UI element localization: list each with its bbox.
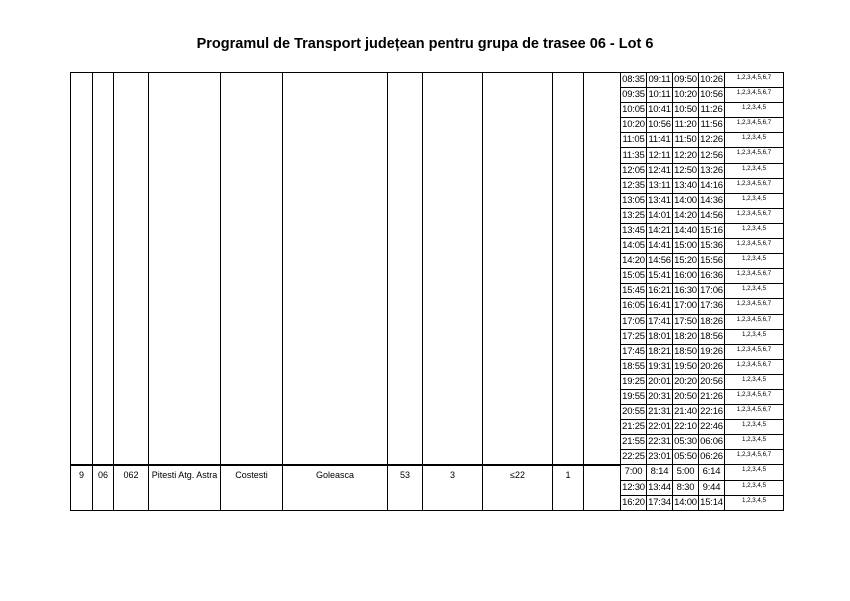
table-row	[71, 73, 784, 88]
time-cell: 14:16	[699, 178, 725, 193]
operating-days-cell: 1,2,3,4,5,6,7	[725, 178, 784, 193]
time-cell: 09:11	[647, 73, 673, 88]
operating-days-cell: 1,2,3,4,5,6,7	[725, 118, 784, 133]
operating-days-cell: 1,2,3,4,5	[725, 374, 784, 389]
time-cell: 5:00	[673, 465, 699, 480]
operating-days-cell: 1,2,3,4,5	[725, 329, 784, 344]
time-cell: 18:26	[699, 314, 725, 329]
time-cell: 19:55	[621, 389, 647, 404]
time-cell: 10:11	[647, 88, 673, 103]
time-cell: 18:55	[621, 359, 647, 374]
time-cell: 20:26	[699, 359, 725, 374]
time-cell: 19:50	[673, 359, 699, 374]
time-cell: 15:41	[647, 269, 673, 284]
time-cell: 18:50	[673, 344, 699, 359]
time-cell: 10:56	[647, 118, 673, 133]
time-cell: 10:50	[673, 103, 699, 118]
time-cell: 23:01	[647, 450, 673, 465]
time-cell: 15:56	[699, 254, 725, 269]
time-cell: 10:41	[647, 103, 673, 118]
time-cell: 8:30	[673, 480, 699, 495]
blank-cell	[71, 73, 93, 465]
time-cell: 11:50	[673, 133, 699, 148]
time-cell: 17:41	[647, 314, 673, 329]
route-capacitate-cell: ≤22	[483, 465, 553, 510]
time-cell: 11:56	[699, 118, 725, 133]
time-cell: 14:36	[699, 193, 725, 208]
time-cell: 17:06	[699, 284, 725, 299]
time-cell: 12:11	[647, 148, 673, 163]
operating-days-cell: 1,2,3,4,5,6,7	[725, 208, 784, 223]
operating-days-cell: 1,2,3,4,5,6,7	[725, 239, 784, 254]
time-cell: 17:34	[647, 495, 673, 510]
time-cell: 10:56	[699, 88, 725, 103]
blank-cell	[114, 73, 149, 465]
time-cell: 18:21	[647, 344, 673, 359]
time-cell: 12:50	[673, 163, 699, 178]
time-cell: 15:16	[699, 223, 725, 238]
time-cell: 11:41	[647, 133, 673, 148]
time-cell: 17:45	[621, 344, 647, 359]
time-cell: 10:20	[673, 88, 699, 103]
operating-days-cell: 1,2,3,4,5,6,7	[725, 73, 784, 88]
route-nr-cell: 9	[71, 465, 93, 510]
time-cell: 8:14	[647, 465, 673, 480]
operating-days-cell: 1,2,3,4,5	[725, 435, 784, 450]
time-cell: 14:01	[647, 208, 673, 223]
time-cell: 14:20	[673, 208, 699, 223]
timetable	[70, 72, 784, 511]
blank-cell	[553, 73, 584, 465]
time-cell: 14:56	[647, 254, 673, 269]
time-cell: 20:01	[647, 374, 673, 389]
route-grupa-cell: 06	[93, 465, 114, 510]
time-cell: 13:41	[647, 193, 673, 208]
time-cell: 06:06	[699, 435, 725, 450]
time-cell: 16:30	[673, 284, 699, 299]
blank-cell	[93, 73, 114, 465]
time-cell: 16:20	[621, 495, 647, 510]
time-cell: 14:21	[647, 223, 673, 238]
time-cell: 16:00	[673, 269, 699, 284]
time-cell: 15:14	[699, 495, 725, 510]
time-cell: 15:05	[621, 269, 647, 284]
operating-days-cell: 1,2,3,4,5	[725, 223, 784, 238]
time-cell: 15:00	[673, 239, 699, 254]
operating-days-cell: 1,2,3,4,5,6,7	[725, 148, 784, 163]
time-cell: 11:26	[699, 103, 725, 118]
route-curse-cell: 3	[423, 465, 483, 510]
time-cell: 22:31	[647, 435, 673, 450]
time-cell: 12:20	[673, 148, 699, 163]
time-cell: 13:44	[647, 480, 673, 495]
operating-days-cell: 1,2,3,4,5,6,7	[725, 405, 784, 420]
time-cell: 21:55	[621, 435, 647, 450]
operating-days-cell: 1,2,3,4,5,6,7	[725, 299, 784, 314]
time-cell: 16:05	[621, 299, 647, 314]
time-cell: 17:50	[673, 314, 699, 329]
time-cell: 18:56	[699, 329, 725, 344]
time-cell: 15:45	[621, 284, 647, 299]
time-cell: 05:50	[673, 450, 699, 465]
time-cell: 12:26	[699, 133, 725, 148]
blank-cell	[221, 73, 283, 465]
operating-days-cell: 1,2,3,4,5,6,7	[725, 450, 784, 465]
time-cell: 08:35	[621, 73, 647, 88]
time-cell: 12:05	[621, 163, 647, 178]
time-cell: 17:05	[621, 314, 647, 329]
time-cell: 21:31	[647, 405, 673, 420]
operating-days-cell: 1,2,3,4,5,6,7	[725, 314, 784, 329]
route-cap2-cell: Costesti	[221, 465, 283, 510]
time-cell: 16:21	[647, 284, 673, 299]
operating-days-cell: 1,2,3,4,5,6,7	[725, 269, 784, 284]
time-cell: 09:50	[673, 73, 699, 88]
time-cell: 09:35	[621, 88, 647, 103]
time-cell: 13:26	[699, 163, 725, 178]
time-cell: 11:05	[621, 133, 647, 148]
time-cell: 20:50	[673, 389, 699, 404]
route-vehicule-cell: 1	[553, 465, 584, 510]
time-cell: 10:26	[699, 73, 725, 88]
time-cell: 12:30	[621, 480, 647, 495]
table-row	[71, 465, 784, 480]
time-cell: 14:00	[673, 495, 699, 510]
time-cell: 14:00	[673, 193, 699, 208]
time-cell: 22:25	[621, 450, 647, 465]
time-cell: 14:05	[621, 239, 647, 254]
time-cell: 20:20	[673, 374, 699, 389]
operating-days-cell: 1,2,3,4,5	[725, 103, 784, 118]
time-cell: 7:00	[621, 465, 647, 480]
time-cell: 19:31	[647, 359, 673, 374]
time-cell: 22:01	[647, 420, 673, 435]
route-cap1-cell: Pitesti Atg. Astra	[149, 465, 221, 510]
operating-days-cell: 1,2,3,4,5,6,7	[725, 344, 784, 359]
time-cell: 11:20	[673, 118, 699, 133]
time-cell: 20:55	[621, 405, 647, 420]
route-intermediar-cell: Goleasca	[283, 465, 388, 510]
time-cell: 14:56	[699, 208, 725, 223]
time-cell: 21:25	[621, 420, 647, 435]
operating-days-cell: 1,2,3,4,5	[725, 193, 784, 208]
time-cell: 11:35	[621, 148, 647, 163]
time-cell: 12:56	[699, 148, 725, 163]
blank-cell	[149, 73, 221, 465]
blank-cell	[388, 73, 423, 465]
operating-days-cell: 1,2,3,4,5,6,7	[725, 359, 784, 374]
time-cell: 13:25	[621, 208, 647, 223]
operating-days-cell: 1,2,3,4,5	[725, 495, 784, 510]
time-cell: 14:20	[621, 254, 647, 269]
operating-days-cell: 1,2,3,4,5	[725, 284, 784, 299]
time-cell: 18:20	[673, 329, 699, 344]
time-cell: 12:35	[621, 178, 647, 193]
time-cell: 06:26	[699, 450, 725, 465]
time-cell: 9:44	[699, 480, 725, 495]
time-cell: 05:30	[673, 435, 699, 450]
time-cell: 22:46	[699, 420, 725, 435]
operating-days-cell: 1,2,3,4,5	[725, 480, 784, 495]
time-cell: 6:14	[699, 465, 725, 480]
time-cell: 17:25	[621, 329, 647, 344]
time-cell: 13:40	[673, 178, 699, 193]
time-cell: 14:41	[647, 239, 673, 254]
operating-days-cell: 1,2,3,4,5,6,7	[725, 88, 784, 103]
operating-days-cell: 1,2,3,4,5	[725, 254, 784, 269]
time-cell: 20:31	[647, 389, 673, 404]
time-cell: 17:00	[673, 299, 699, 314]
page-title: Programul de Transport județean pentru grupa de trasee 06 - Lot 6	[196, 36, 654, 52]
time-cell: 15:20	[673, 254, 699, 269]
time-cell: 10:05	[621, 103, 647, 118]
time-cell: 15:36	[699, 239, 725, 254]
route-cod-cell: 062	[114, 465, 149, 510]
time-cell: 20:56	[699, 374, 725, 389]
time-cell: 19:26	[699, 344, 725, 359]
operating-days-cell: 1,2,3,4,5,6,7	[725, 389, 784, 404]
time-cell: 16:41	[647, 299, 673, 314]
time-cell: 22:16	[699, 405, 725, 420]
time-cell: 14:40	[673, 223, 699, 238]
time-cell: 10:20	[621, 118, 647, 133]
time-cell: 18:01	[647, 329, 673, 344]
time-cell: 13:11	[647, 178, 673, 193]
time-cell: 21:40	[673, 405, 699, 420]
time-cell: 19:25	[621, 374, 647, 389]
time-cell: 17:36	[699, 299, 725, 314]
operating-days-cell: 1,2,3,4,5	[725, 420, 784, 435]
blank-cell	[584, 73, 621, 465]
operating-days-cell: 1,2,3,4,5	[725, 465, 784, 480]
time-cell: 12:41	[647, 163, 673, 178]
time-cell: 13:45	[621, 223, 647, 238]
blank-cell	[483, 73, 553, 465]
time-cell: 21:26	[699, 389, 725, 404]
route-km-cell: 53	[388, 465, 423, 510]
operating-days-cell: 1,2,3,4,5	[725, 163, 784, 178]
blank-cell	[283, 73, 388, 465]
time-cell: 16:36	[699, 269, 725, 284]
blank-cell	[584, 465, 621, 510]
operating-days-cell: 1,2,3,4,5	[725, 133, 784, 148]
time-cell: 22:10	[673, 420, 699, 435]
time-cell: 13:05	[621, 193, 647, 208]
blank-cell	[423, 73, 483, 465]
